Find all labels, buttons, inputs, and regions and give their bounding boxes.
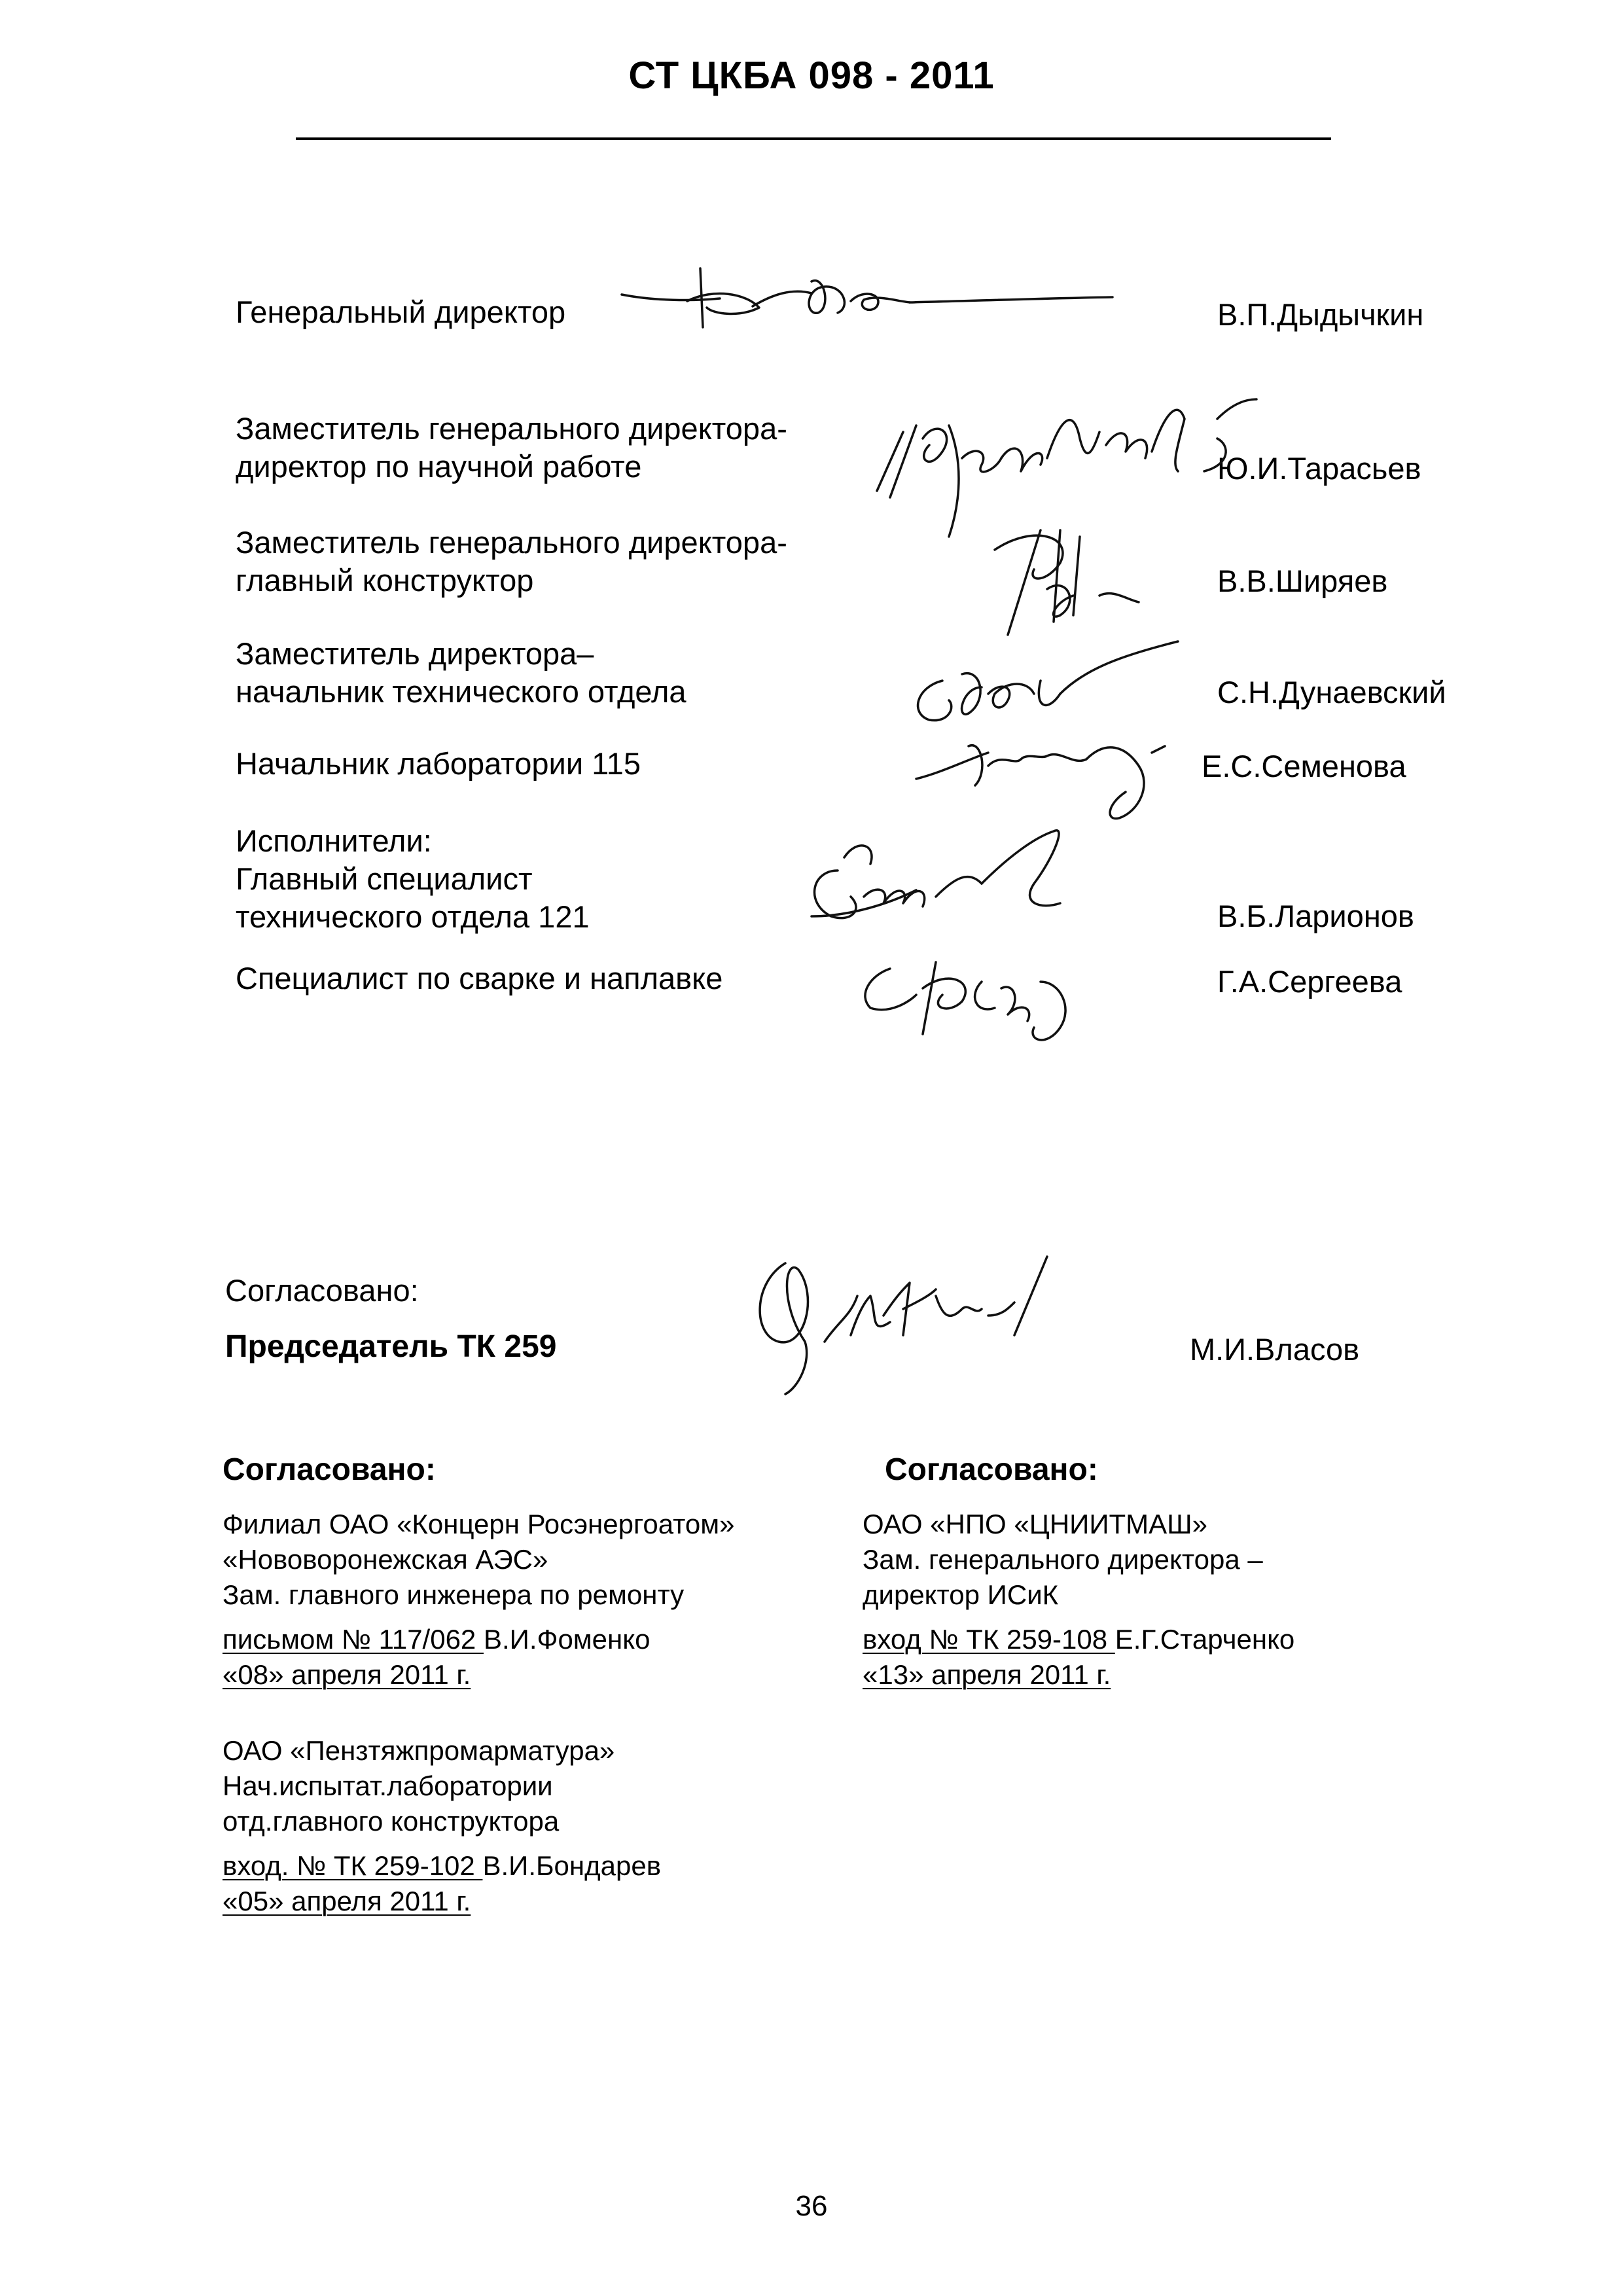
signature-shiryaev bbox=[969, 511, 1165, 641]
signatory-position: Начальник лаборатории 115 bbox=[236, 746, 641, 781]
executor-name: Г.А.Сергеева bbox=[1217, 964, 1402, 999]
agreement-block-penztyazh: ОАО «Пензтяжпромарматура» Нач.испытат.лаборатории отд.главного конструктора вход. № ТК 259-102 В.И.Бондарев «05» апреля 2011 г. bbox=[223, 1735, 662, 1916]
signature-vlasov bbox=[740, 1244, 1080, 1401]
tk-chair-name: М.И.Власов bbox=[1190, 1332, 1360, 1367]
agreement-ref: вход № ТК 259-108 bbox=[863, 1624, 1115, 1655]
agreement-ref-person: Е.Г.Старченко bbox=[1115, 1624, 1295, 1655]
executor-name: В.Б.Ларионов bbox=[1217, 899, 1414, 933]
agreement-block-cniitmash: ОАО «НПО «ЦНИИТМАШ» Зам. генерального директора – директор ИСиК вход № ТК 259-108 Е.Г.Старченко «13» апреля 2011 г. bbox=[863, 1509, 1295, 1690]
signatory-position: Заместитель директора– начальник технического отдела bbox=[236, 636, 687, 709]
agreement-block-nvaes: Филиал ОАО «Концерн Росэнергоатом» «Нововоронежская АЭС» Зам. главного инженера по ремонту письмом № 117/062 В.И.Фоменко «08» апреля 2011 г. bbox=[223, 1509, 735, 1690]
signature-sergeeva bbox=[851, 942, 1086, 1060]
signatory-position: Заместитель генерального директора- директор по научной работе bbox=[236, 411, 787, 484]
executors-heading: Исполнители: bbox=[236, 823, 432, 858]
signatory-position: Заместитель генерального директора- главный конструктор bbox=[236, 525, 787, 598]
signatory-name: Е.С.Семенова bbox=[1202, 749, 1406, 783]
signatory-name: Ю.И.Тарасьев bbox=[1217, 451, 1421, 486]
executor-position: Специалист по сварке и наплавке bbox=[236, 961, 723, 996]
tk-agreed-label: Согласовано: bbox=[225, 1273, 419, 1308]
page-number: 36 bbox=[795, 2190, 828, 2222]
signatory-position: Генеральный директор bbox=[236, 295, 566, 329]
signatory-name: В.П.Дыдычкин bbox=[1217, 297, 1424, 332]
signature-general-director bbox=[615, 255, 1126, 347]
agreement-date: «05» апреля 2011 г. bbox=[223, 1886, 471, 1916]
agreement-ref: вход. № ТК 259-102 bbox=[223, 1850, 483, 1881]
agreement-date: «08» апреля 2011 г. bbox=[223, 1659, 471, 1690]
tk-chair-label: Председатель ТК 259 bbox=[225, 1329, 557, 1364]
signatory-name: В.В.Ширяев bbox=[1217, 564, 1388, 598]
agreement-heading: Согласовано: bbox=[885, 1452, 1098, 1487]
signature-dunaevsky bbox=[890, 641, 1204, 831]
agreement-ref-person: В.И.Бондарев bbox=[482, 1850, 662, 1881]
document-code-header: СТ ЦКБА 098 - 2011 bbox=[628, 54, 995, 97]
agreement-ref-person: В.И.Фоменко bbox=[483, 1624, 651, 1655]
signatory-name: С.Н.Дунаевский bbox=[1217, 675, 1446, 709]
agreement-ref: письмом № 117/062 bbox=[223, 1624, 484, 1655]
agreement-heading: Согласовано: bbox=[223, 1452, 436, 1487]
header-rule bbox=[296, 137, 1331, 140]
agreement-date: «13» апреля 2011 г. bbox=[863, 1659, 1111, 1690]
executors-block: Исполнители: Главный специалист технического отдела 121 bbox=[236, 823, 590, 934]
